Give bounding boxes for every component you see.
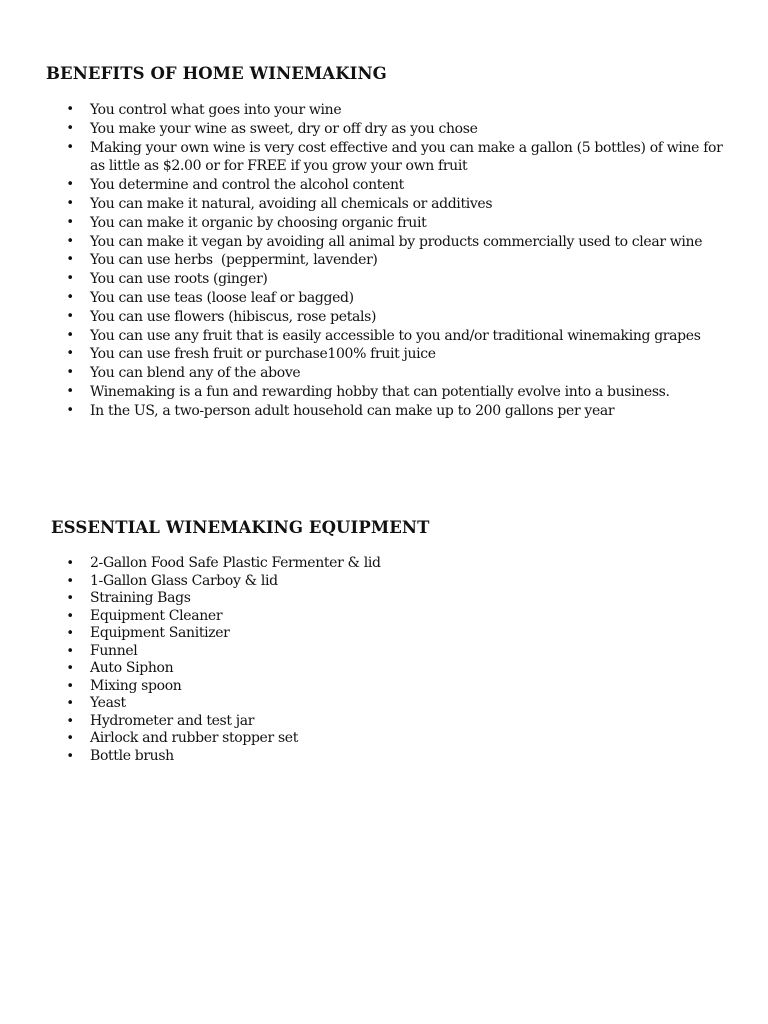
bullet-icon: •	[66, 713, 74, 729]
bullet-icon: •	[66, 402, 74, 418]
bullet-icon: •	[66, 120, 74, 136]
bullet-icon: •	[66, 678, 74, 694]
bullet-icon: •	[66, 177, 74, 193]
equipment-list	[0, 555, 768, 765]
benefit-text: You can make it vegan by avoiding all animal by products commercially used to clear wine	[90, 233, 703, 250]
benefit-text: Making your own wine is very cost effective and you can make a gallon (5 bottles) of wine for as little as $2.00 or for FREE if you grow your own fruit	[90, 139, 723, 175]
benefit-text: You can use fresh fruit or purchase100% fruit juice	[90, 346, 436, 363]
benefit-item	[0, 139, 768, 177]
benefit-item	[0, 308, 768, 327]
benefit-item	[0, 214, 768, 233]
equipment-text: Auto Siphon	[90, 660, 174, 676]
bullet-icon: •	[66, 591, 74, 606]
benefit-text: You can use any fruit that is easily accessible to you and/or traditional winemaking grapes	[90, 327, 701, 344]
bullet-icon: •	[66, 731, 74, 746]
benefit-item	[0, 120, 768, 139]
equipment-item	[0, 678, 768, 696]
equipment-item	[0, 713, 768, 731]
benefit-item	[0, 251, 768, 270]
bullet-icon: •	[66, 748, 74, 764]
bullet-icon: •	[66, 271, 74, 287]
bullet-icon: •	[66, 661, 74, 676]
bullet-icon: •	[66, 643, 74, 659]
equipment-item	[0, 608, 768, 626]
bullet-icon: •	[66, 139, 74, 155]
benefit-item	[0, 345, 768, 364]
bullet-icon: •	[66, 626, 74, 641]
benefit-item	[0, 270, 768, 289]
benefit-text: You can make it natural, avoiding all chemicals or additives	[90, 195, 493, 212]
bullet-icon: •	[66, 252, 74, 268]
bullet-icon: •	[66, 102, 74, 117]
equipment-text: Yeast	[90, 695, 126, 711]
bullet-icon: •	[66, 556, 74, 571]
benefit-item	[0, 327, 768, 346]
equipment-item	[0, 695, 768, 713]
bullet-icon: •	[66, 327, 74, 343]
equipment-text: Funnel	[90, 642, 138, 659]
benefit-text: You can make it organic by choosing organic fruit	[90, 214, 427, 231]
equipment-heading: ESSENTIAL WINEMAKING EQUIPMENT	[51, 518, 430, 537]
bullet-icon: •	[66, 289, 74, 305]
benefit-item	[0, 195, 768, 214]
equipment-item	[0, 590, 768, 608]
benefit-item	[0, 402, 768, 421]
bullet-icon: •	[66, 233, 74, 249]
benefit-text: You can use herbs (peppermint, lavender)	[90, 252, 378, 269]
equipment-text: Airlock and rubber stopper set	[90, 730, 298, 746]
benefit-item	[0, 176, 768, 195]
equipment-section	[0, 516, 768, 765]
benefit-item	[0, 101, 768, 120]
equipment-item	[0, 660, 768, 678]
benefit-text: You can use roots (ginger)	[90, 271, 268, 288]
benefit-item	[0, 364, 768, 383]
bullet-icon: •	[66, 214, 74, 230]
benefit-text: You can use teas (loose leaf or bagged)	[90, 289, 354, 306]
equipment-text: Equipment Sanitizer	[90, 625, 230, 641]
benefit-item	[0, 233, 768, 252]
benefits-heading: BENEFITS OF HOME WINEMAKING	[46, 64, 387, 83]
equipment-text: Hydrometer and test jar	[90, 712, 255, 729]
benefits-section	[0, 62, 768, 421]
equipment-item	[0, 625, 768, 643]
bullet-icon: •	[66, 365, 74, 381]
equipment-item	[0, 573, 768, 591]
equipment-item	[0, 748, 768, 766]
equipment-text: Equipment Cleaner	[90, 607, 223, 624]
equipment-text: Straining Bags	[90, 590, 191, 606]
benefit-text: You can use flowers (hibiscus, rose petals)	[90, 308, 377, 325]
benefit-text: Winemaking is a fun and rewarding hobby that can potentially evolve into a business.	[90, 383, 670, 400]
equipment-item	[0, 730, 768, 748]
equipment-text: 1-Gallon Glass Carboy & lid	[90, 572, 278, 589]
benefit-text: You can blend any of the above	[90, 365, 301, 382]
benefit-item	[0, 383, 768, 402]
benefit-text: You control what goes into your wine	[90, 102, 342, 118]
bullet-icon: •	[66, 346, 74, 362]
equipment-text: Mixing spoon	[90, 677, 182, 694]
bullet-icon: •	[66, 608, 74, 624]
equipment-text: Bottle brush	[90, 747, 174, 764]
bullet-icon: •	[66, 308, 74, 324]
equipment-item	[0, 643, 768, 661]
benefits-list	[0, 101, 768, 421]
bullet-icon: •	[66, 696, 74, 711]
equipment-item	[0, 555, 768, 573]
benefit-text: You determine and control the alcohol content	[90, 177, 404, 194]
bullet-icon: •	[66, 573, 74, 589]
benefit-item	[0, 289, 768, 308]
equipment-text: 2-Gallon Food Safe Plastic Fermenter & lid	[90, 555, 381, 571]
benefit-text: In the US, a two-person adult household can make up to 200 gallons per year	[90, 402, 615, 419]
bullet-icon: •	[66, 383, 74, 399]
bullet-icon: •	[66, 195, 74, 211]
benefit-text: You make your wine as sweet, dry or off dry as you chose	[90, 120, 478, 137]
